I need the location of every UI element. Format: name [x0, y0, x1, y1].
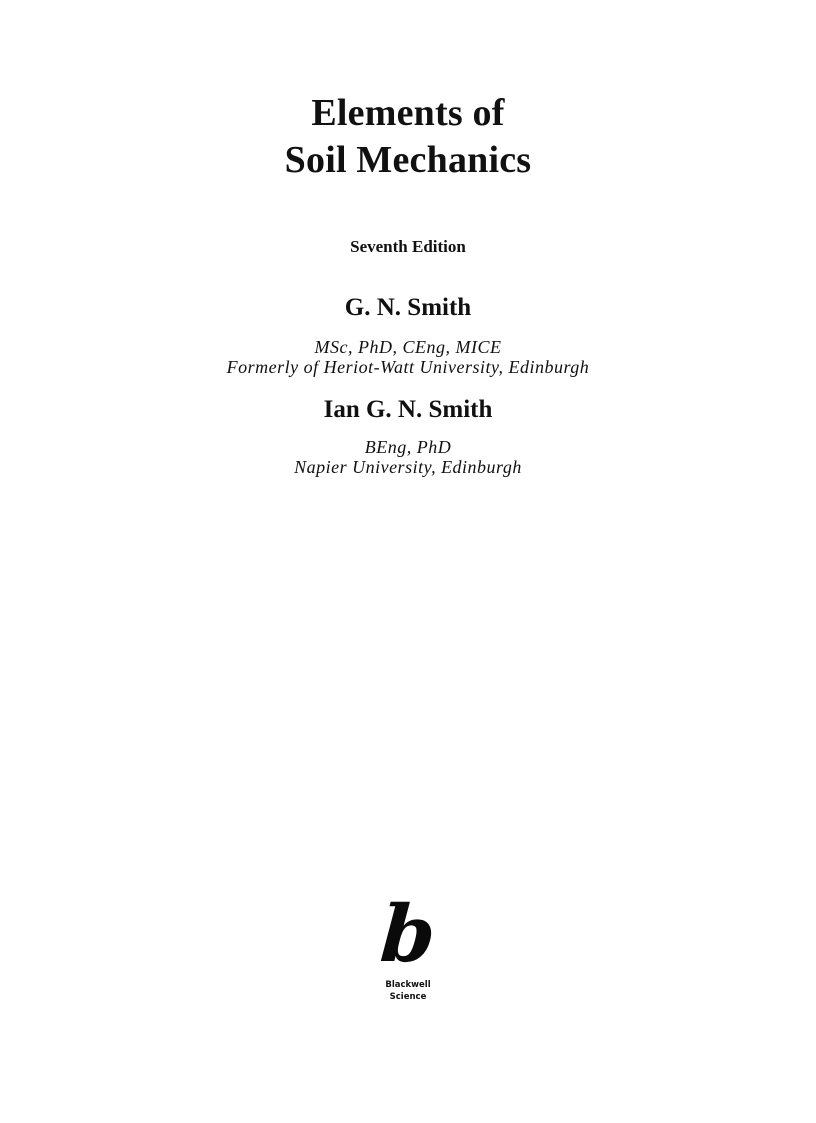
book-title-line-2: Soil Mechanics	[284, 139, 532, 181]
author-name-1: G. N. Smith	[344, 294, 472, 321]
publisher-name-line-2: Science	[389, 992, 427, 1002]
author-affiliation-2: Napier University, Edinburgh	[294, 457, 522, 477]
publisher-logo-mark: b	[377, 889, 439, 980]
author-name-2: Ian G. N. Smith	[323, 396, 493, 423]
publisher-name-line-1: Blackwell	[385, 980, 431, 990]
author-affiliation-1: Formerly of Heriot-Watt University, Edinburgh	[226, 357, 590, 377]
author-qualifications-2: BEng, PhD	[364, 437, 452, 457]
author-qualifications-1: MSc, PhD, CEng, MICE	[314, 337, 502, 357]
book-title-line-1: Elements of	[311, 92, 505, 134]
publisher-logo	[0, 889, 816, 980]
edition-label: Seventh Edition	[350, 237, 466, 256]
